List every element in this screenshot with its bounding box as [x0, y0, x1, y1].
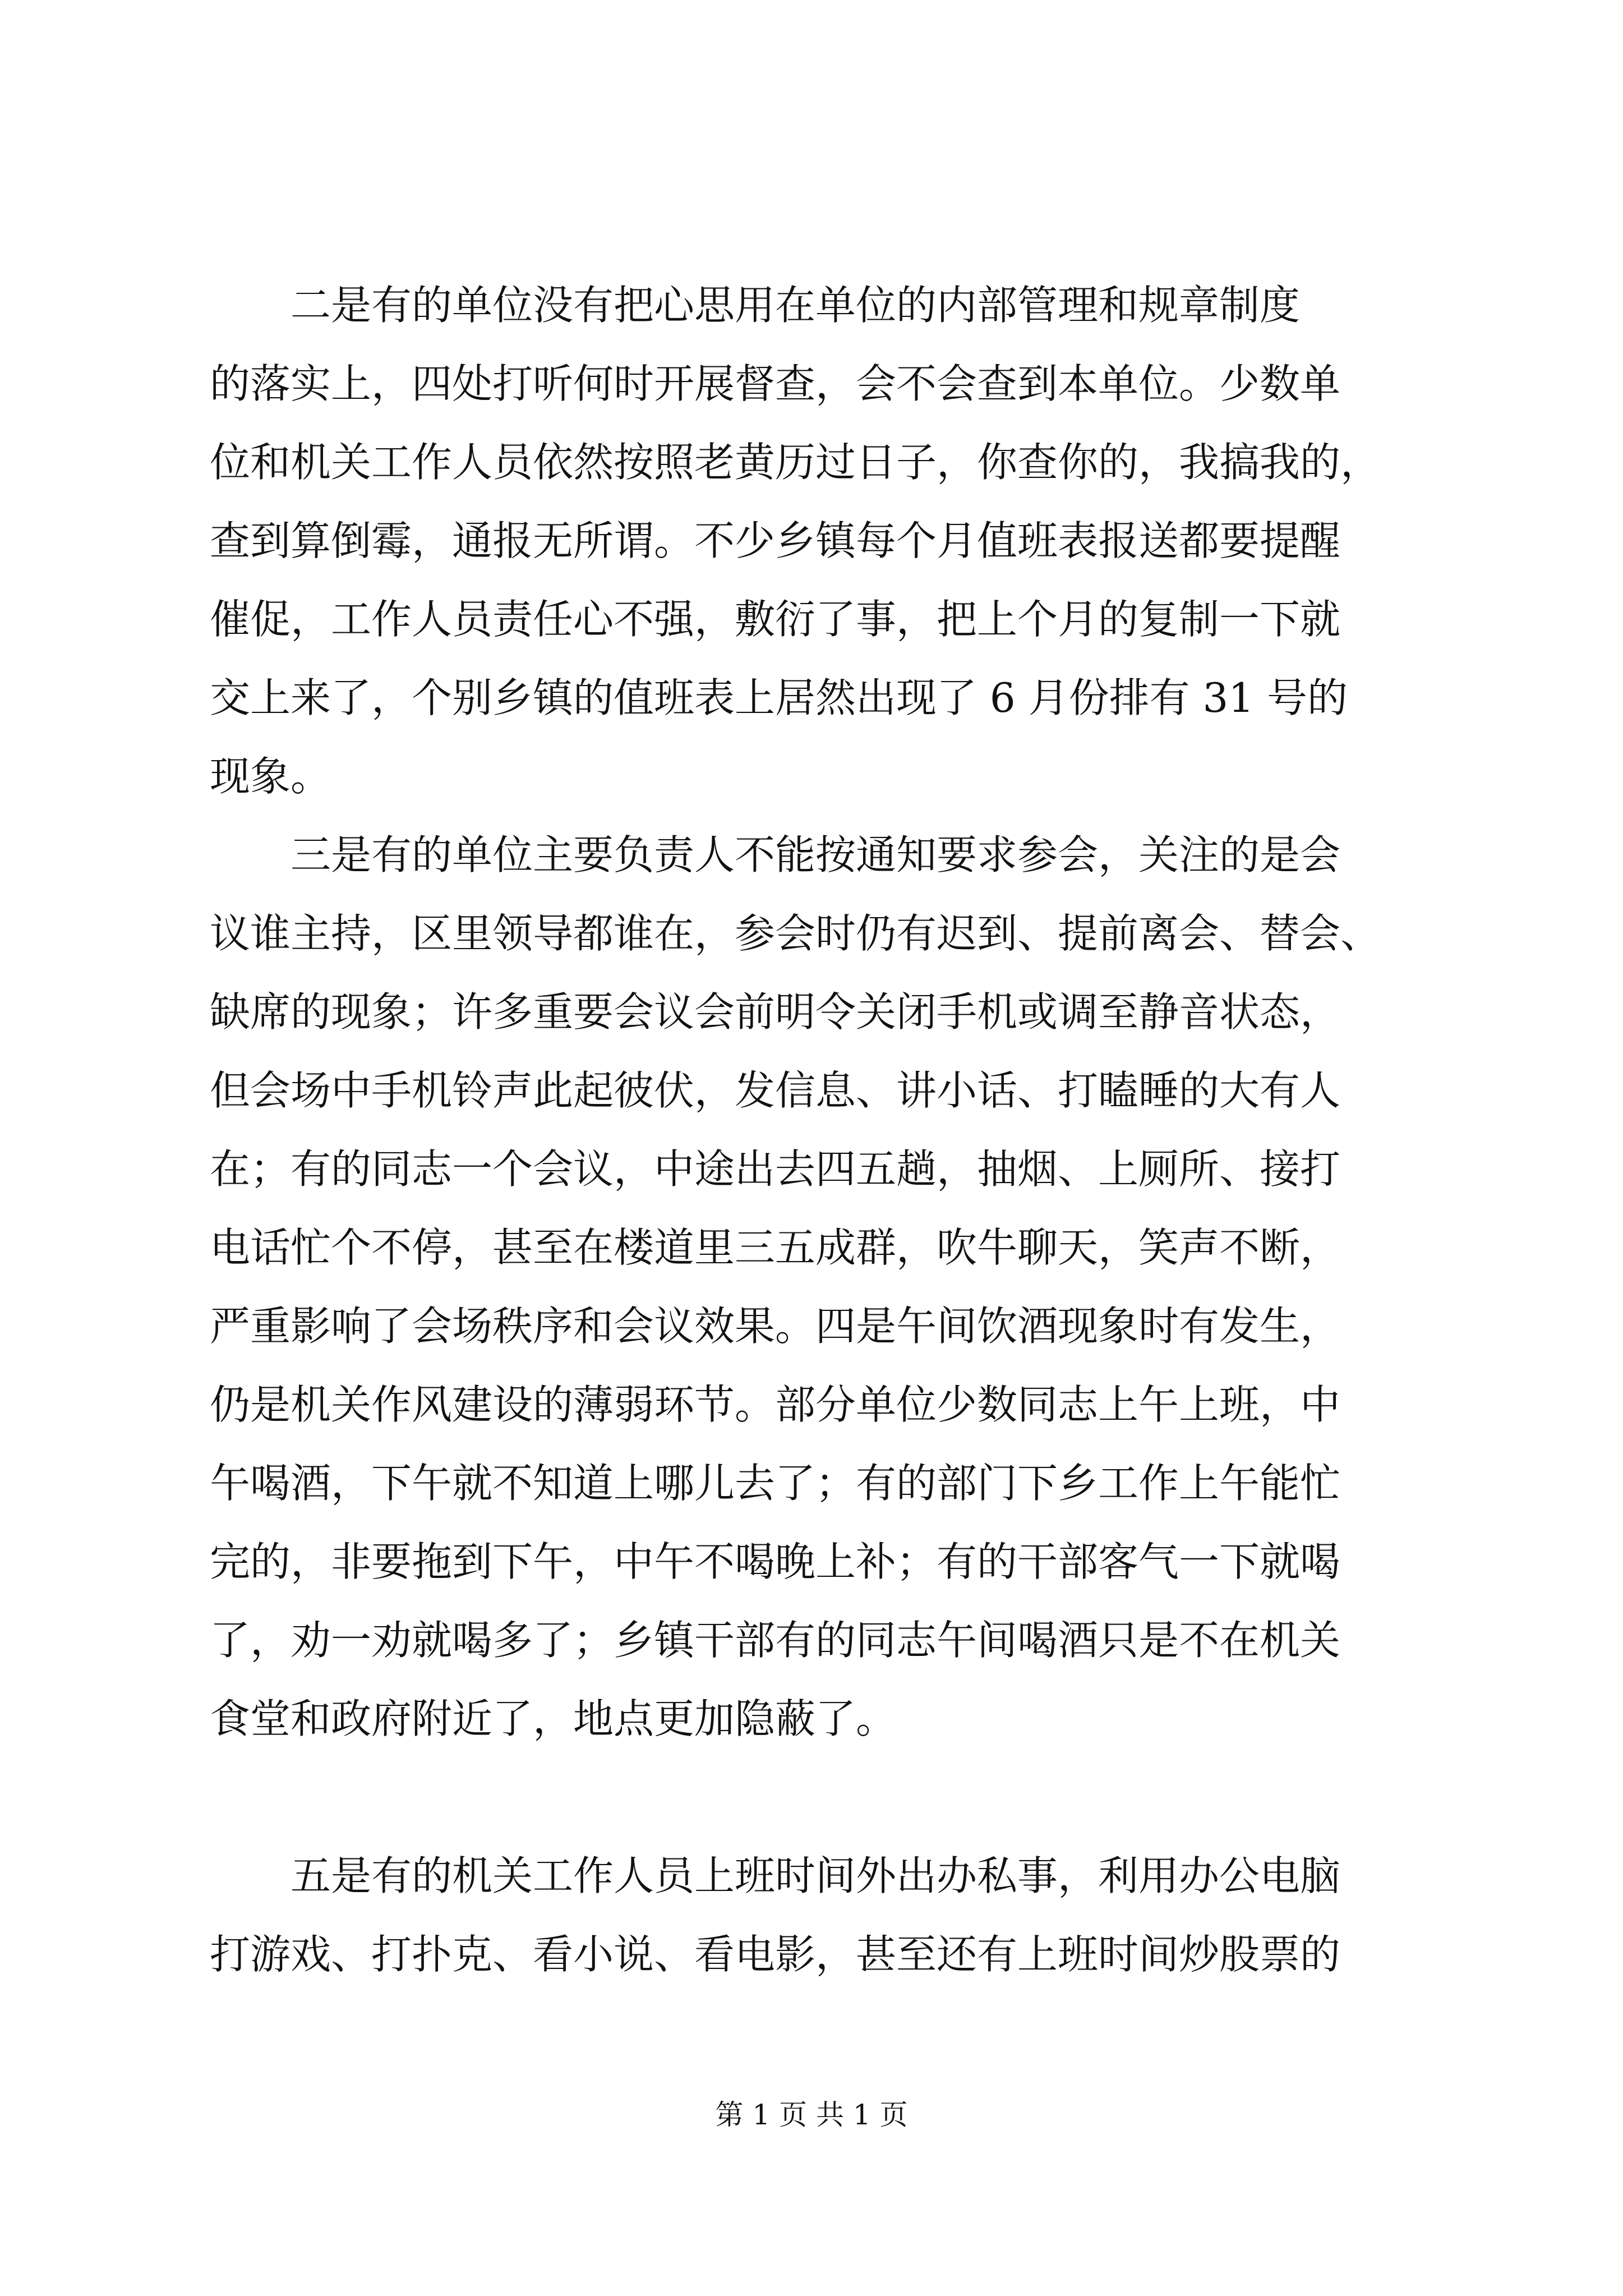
- paragraph-3: [210, 1837, 1410, 1994]
- paragraph-line: [210, 1758, 1410, 1837]
- paragraph-line: 在；有的同志一个会议，中途出去四五趟，抽烟、上厕所、接打: [210, 1145, 1341, 1193]
- paragraph-2: [210, 816, 1410, 1837]
- paragraph-line: 议谁主持，区里领导都谁在，参会时仍有迟到、提前离会、替会、: [210, 910, 1381, 957]
- paragraph-line: 的落实上，四处打听何时开展督查，会不会查到本单位。少数单: [210, 360, 1341, 407]
- paragraph-line: 位和机关工作人员依然按照老黄历过日子，你查你的，我搞我的，: [210, 439, 1381, 486]
- paragraph-line: 电话忙个不停，甚至在楼道里三五成群，吹牛聊天，笑声不断，: [210, 1224, 1341, 1271]
- paragraph-line: 二是有的单位没有把心思用在单位的内部管理和规章制度: [291, 282, 1301, 329]
- paragraph-line: 食堂和政府附近了，地点更加隐蔽了。: [210, 1695, 897, 1742]
- paragraph-line: 现象。: [210, 753, 331, 800]
- paragraph-line: 但会场中手机铃声此起彼伏，发信息、讲小话、打瞌睡的大有人: [210, 1067, 1341, 1114]
- paragraph-line: 仍是机关作风建设的薄弱环节。部分单位少数同志上午上班，中: [210, 1381, 1341, 1428]
- paragraph-line: 五是有的机关工作人员上班时间外出办私事，利用办公电脑: [291, 1852, 1341, 1899]
- paragraph-line: 交上来了，个别乡镇的值班表上居然出现了 6 月份排有 31 号的: [210, 674, 1348, 721]
- paragraph-line: 午喝酒，下午就不知道上哪儿去了；有的部门下乡工作上午能忙: [210, 1460, 1341, 1507]
- paragraph-line: 催促，工作人员责任心不强，敷衍了事，把上个月的复制一下就: [210, 596, 1341, 643]
- document-body: [210, 266, 1410, 1994]
- paragraph-line: 缺席的现象；许多重要会议会前明令关闭手机或调至静音状态，: [210, 988, 1341, 1036]
- paragraph-line: 严重影响了会场秩序和会议效果。四是午间饮酒现象时有发生，: [210, 1303, 1341, 1350]
- page-footer: 第 1 页 共 1 页: [715, 2099, 908, 2131]
- paragraph-line: 完的，非要拖到下午，中午不喝晚上补；有的干部客气一下就喝: [210, 1538, 1341, 1585]
- paragraph-line: 打游戏、打扑克、看小说、看电影，甚至还有上班时间炒股票的: [210, 1931, 1341, 1978]
- paragraph-line: 查到算倒霉，通报无所谓。不少乡镇每个月值班表报送都要提醒: [210, 517, 1341, 564]
- paragraph-line: 了，劝一劝就喝多了；乡镇干部有的同志午间喝酒只是不在机关: [210, 1617, 1341, 1664]
- paragraph-line: 三是有的单位主要负责人不能按通知要求参会，关注的是会: [291, 831, 1341, 878]
- paragraph-1: [210, 266, 1410, 816]
